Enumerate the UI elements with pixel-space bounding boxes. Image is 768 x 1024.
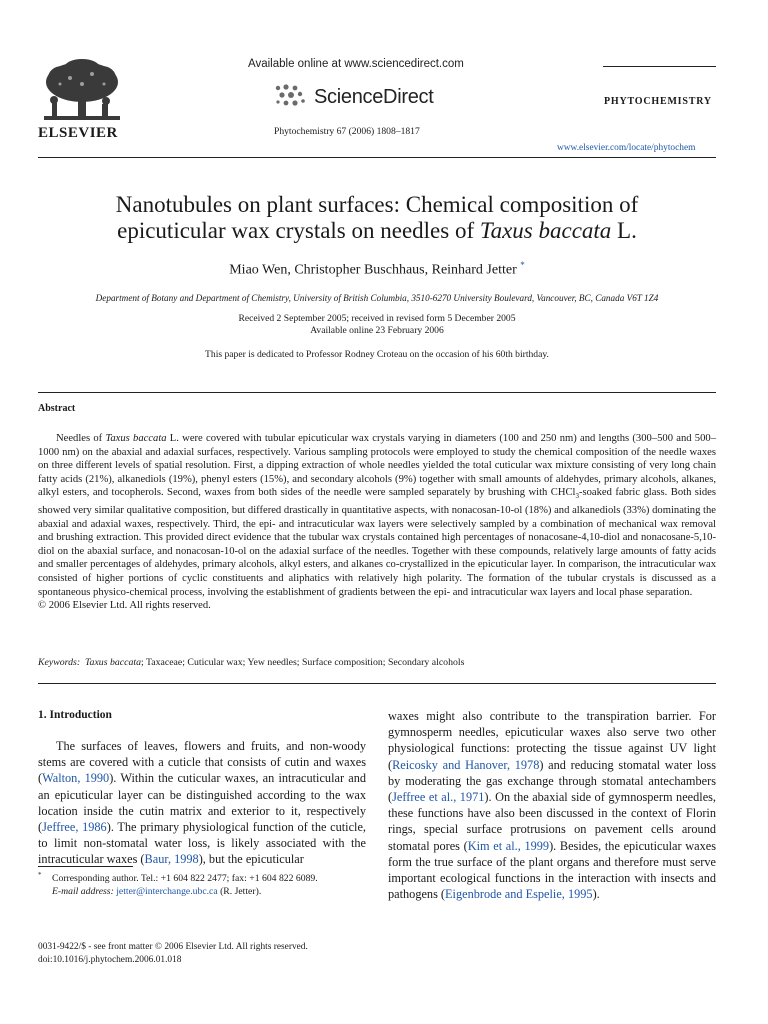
- ref-link-jeffree-1971[interactable]: Jeffree et al., 1971: [392, 790, 485, 805]
- email-label: E-mail address:: [52, 885, 114, 897]
- keywords: [38, 657, 716, 668]
- publisher-name: ELSEVIER: [38, 125, 118, 141]
- intro-text: ).: [592, 887, 600, 902]
- journal-name-rule: [603, 66, 716, 67]
- keywords-label: Keywords:: [38, 657, 81, 668]
- abstract-heading: Abstract: [38, 403, 76, 414]
- intro-right-column: [388, 708, 716, 902]
- ref-link-baur[interactable]: Baur, 1998: [144, 852, 199, 867]
- ref-link-jeffree-1986[interactable]: Jeffree, 1986: [42, 820, 107, 835]
- article-dates: [38, 313, 716, 337]
- intro-text: ). Within the cuticular waxes, an intracuticular and an epicuticular layer can be distinguished according to the wax location inside the cutin matrix and exterior to it, respectively (: [38, 771, 366, 835]
- dedication: This paper is dedicated to Professor Rodney Croteau on the occasion of his 60th birthday.: [205, 349, 549, 360]
- authors-text: Miao Wen, Christopher Buschhaus, Reinhard Jetter: [229, 262, 517, 278]
- journal-name: PHYTOCHEMISTRY: [604, 96, 712, 107]
- title-line-2-end: L.: [611, 218, 637, 243]
- intro-text: ). Besides, the epicuticular waxes form the true surface of the plant organs and therefore must serve important ecological functions in the interaction with insects and pathogens (: [388, 838, 716, 902]
- abstract-copyright: © 2006 Elsevier Ltd. All rights reserved.: [38, 600, 211, 612]
- abstract-divider: [38, 392, 716, 393]
- abstract-part-3: -soaked fabric glass. Both sides showed very similar qualitative composition, but differed drastically in quantitative aspects, with nonacosan-10-ol (18%) and alkanediols (33%) dominating the abaxial and adaxial waxes, respectively. Third, the epi- and intracuticular wax layers were selectively sampled by a combination of mechanical wax removal and brushing extraction. This provided direct evidence that the tubular wax crystals contained high percentages of nonacosane-4,10-diol and nonacosane-5,10-diol on the abaxial surface, and nonacosan-10-ol on the adaxial surface of the needles. Together with these compounds, relatively large amounts of fatty acids and smaller percentages of aldehydes, primary alcohols, alkyl esters, and alkanes co-crystallized in the epicuticular layer. In comparison, the intracuticular wax consisted of higher portions of cyclic constituents and aliphatics with relatively high polarity. The formation of the tubular crystals is discussed as a spontaneous physico-chemical process, involving the establishment of gradients between the epi- and intracuticular wax layers and local phase separation.: [38, 487, 716, 598]
- footnote-rule: [38, 866, 133, 867]
- ref-link-walton[interactable]: Walton, 1990: [42, 771, 110, 786]
- email-owner: (R. Jetter).: [217, 885, 262, 897]
- journal-url-link[interactable]: www.elsevier.com/locate/phytochem: [557, 143, 696, 153]
- intro-left-column: [38, 738, 366, 868]
- footnote-contact: Corresponding author. Tel.: +1 604 822 2477; fax: +1 604 822 6089.: [52, 873, 318, 885]
- keywords-list: ; Taxaceae; Cuticular wax; Yew needles; Surface composition; Secondary alcohols: [140, 657, 465, 668]
- intro-text: ), but the epicuticular: [198, 852, 304, 867]
- title-species: Taxus baccata: [479, 218, 612, 243]
- title-line-2: [38, 218, 716, 244]
- abstract-part-2: L. were covered with tubular epicuticular wax crystals varying in diameters (100 and 250 nm) and lengths (300–500 and 500–1000 nm) on the abaxial and adaxial surfaces, respectively. Various sampling protocols were employed to study the chemical composition of the needle waxes on three different levels of spatial resolution. First, a dipping extraction of whole needles yielded the total cuticular wax mixture consisting of very long chain fatty acids (21%), alkanediols (19%), phenyl esters (15%), and secondary alcohols (9%) together with small amounts of aldehydes, primary alcohols, alkanes, alkyl esters, and tocopherols. Second, waxes from both sides of the needle were sampled separately by brushing with CHCl: [38, 433, 716, 499]
- ref-link-kim[interactable]: Kim et al., 1999: [467, 838, 550, 853]
- affiliation: Department of Botany and Department of Chemistry, University of British Columbia, 3510-6270 University Boulevard, Vancouver, BC, Canada V6T 1Z4: [95, 293, 659, 303]
- author-list: [38, 260, 716, 279]
- header-divider: [38, 157, 716, 158]
- received-date: Received 2 September 2005; received in revised form 5 December 2005: [238, 313, 516, 324]
- footnote-mark: *: [38, 871, 42, 879]
- intro-text: The surfaces of leaves, flowers and fruits, and non-woody stems are covered with a cuticle that consists of cutin and waxes (: [38, 739, 366, 786]
- abstract-species: Taxus baccata: [105, 433, 167, 444]
- journal-citation: Phytochemistry 67 (2006) 1808–1817: [274, 126, 420, 137]
- available-online-text: Available online at www.sciencedirect.com: [248, 58, 464, 70]
- intro-text: ). On the abaxial side of gymnosperm needles, these functions have also been discussed in the context of Florin rings, special surface protrusions on pavement cells around stomatal pores (: [388, 790, 717, 853]
- intro-text: ) and reducing stomatal water loss by moderating the gas exchange through stomatal antechambers (: [388, 757, 716, 805]
- sciencedirect-wordmark: ScienceDirect: [314, 86, 434, 108]
- title-line-2-text: epicuticular wax crystals on needles of: [117, 218, 480, 243]
- intro-text: ). The primary physiological function of the cuticle, to limit non-stomatal water loss, is likely associated with the intracuticular waxes (: [38, 820, 366, 867]
- ref-link-eigenbrode[interactable]: Eigenbrode and Espelie, 1995: [445, 887, 593, 902]
- available-date: Available online 23 February 2006: [310, 325, 444, 336]
- abstract-part-1: Needles of: [56, 433, 106, 444]
- corresponding-author-mark[interactable]: *: [520, 260, 525, 270]
- corresponding-author-footnote: [38, 869, 366, 898]
- intro-text: waxes might also contribute to the transpiration barrier. For gymnosperm needles, epicuticular waxes also serve two other physiological functions: protecting the tissue against UV light (: [388, 709, 716, 772]
- sciencedirect-dots-icon: [272, 82, 312, 112]
- keyword-species: Taxus baccata: [85, 657, 141, 668]
- issn-line: 0031-9422/$ - see front matter © 2006 Elsevier Ltd. All rights reserved.: [38, 942, 308, 952]
- section-heading-introduction: 1. Introduction: [38, 709, 112, 721]
- ref-link-reicosky[interactable]: Reicosky and Hanover, 1978: [392, 757, 540, 772]
- body-divider: [38, 683, 716, 684]
- title-line-1: Nanotubules on plant surfaces: Chemical composition of: [115, 192, 639, 217]
- abstract-subscript: 3: [575, 492, 579, 501]
- doi-line: doi:10.1016/j.phytochem.2006.01.018: [38, 954, 182, 965]
- article-title: [38, 192, 716, 244]
- abstract-text: [38, 432, 716, 613]
- author-email-link[interactable]: jetter@interchange.ubc.ca: [116, 885, 218, 897]
- front-matter: [38, 941, 308, 966]
